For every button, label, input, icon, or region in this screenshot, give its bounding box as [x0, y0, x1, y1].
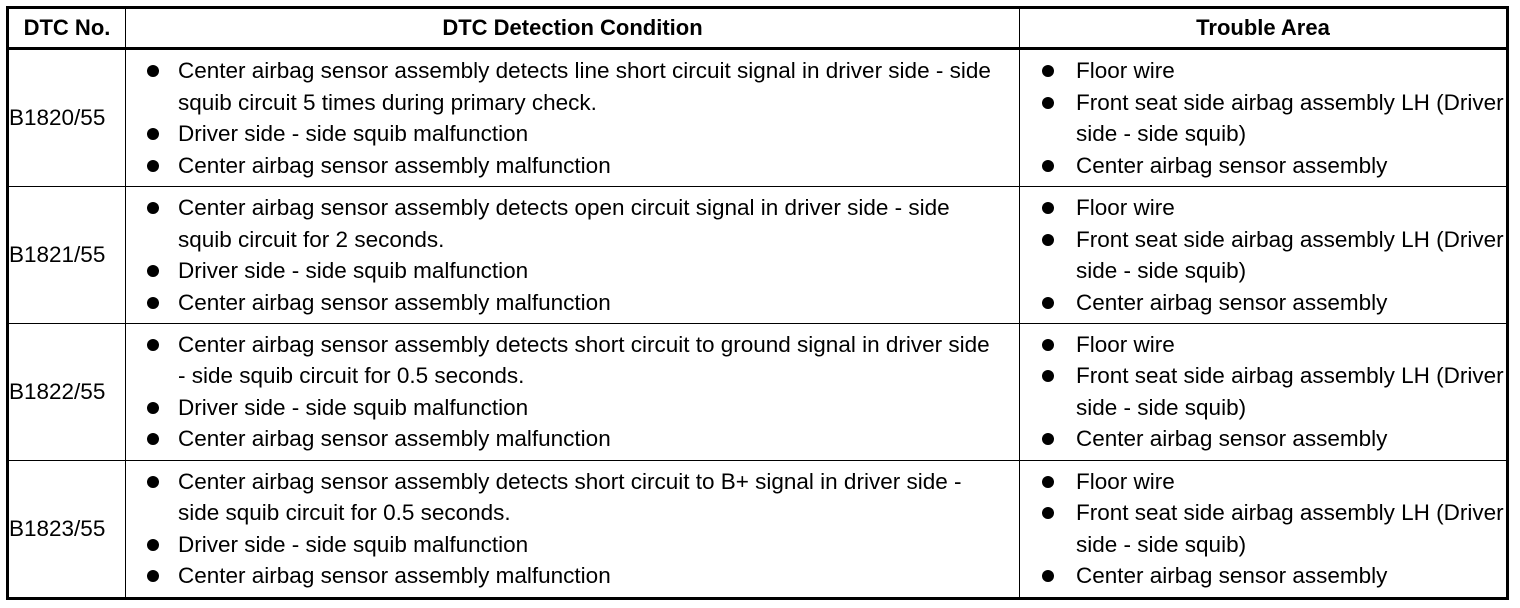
- list-item: [1020, 329, 1506, 361]
- trouble-area-text: Center airbag sensor assembly: [1076, 426, 1388, 452]
- bullet-icon: [1042, 339, 1054, 351]
- bullet-icon: [147, 476, 159, 488]
- trouble-area-text: Floor wire: [1076, 58, 1175, 84]
- dtc-table: [6, 6, 1509, 600]
- bullet-icon: [147, 265, 159, 277]
- bullet-icon: [147, 339, 159, 351]
- trouble-area-text: Front seat side airbag assembly LH (Driver side - side squib): [1076, 226, 1504, 283]
- trouble-area-cell: [1020, 187, 1508, 324]
- bullet-icon: [147, 570, 159, 582]
- bullet-icon: [1042, 202, 1054, 214]
- header-dtc-no: DTC No.: [8, 8, 126, 49]
- table-row: [8, 460, 1508, 598]
- bullet-icon: [1042, 297, 1054, 309]
- trouble-area-cell: [1020, 49, 1508, 187]
- bullet-icon: [147, 402, 159, 414]
- list-item: [1020, 560, 1506, 592]
- header-trouble-area: Trouble Area: [1020, 8, 1508, 49]
- table-body: [8, 49, 1508, 599]
- list-item: [126, 560, 1019, 592]
- bullet-icon: [1042, 433, 1054, 445]
- list-item: [1020, 497, 1506, 560]
- list-item: [1020, 466, 1506, 498]
- bullet-icon: [1042, 476, 1054, 488]
- bullet-icon: [1042, 570, 1054, 582]
- trouble-area-cell: [1020, 323, 1508, 460]
- table-row: [8, 49, 1508, 187]
- bullet-icon: [1042, 234, 1054, 246]
- list-item: [126, 392, 1019, 424]
- condition-text: Center airbag sensor assembly malfunction: [178, 563, 611, 589]
- detection-condition-cell: [126, 460, 1020, 598]
- bullet-icon: [147, 297, 159, 309]
- trouble-area-text: Front seat side airbag assembly LH (Driver side - side squib): [1076, 363, 1504, 420]
- table-row: [8, 187, 1508, 324]
- dtc-code: B1823/55: [8, 460, 126, 598]
- list-item: [1020, 150, 1506, 182]
- trouble-area-text: Floor wire: [1076, 468, 1175, 494]
- detection-condition-cell: [126, 49, 1020, 187]
- bullet-icon: [147, 433, 159, 445]
- condition-text: Center airbag sensor assembly detects line short circuit signal in driver side - side squib circuit 5 times during primary check.: [178, 58, 991, 115]
- bullet-icon: [147, 539, 159, 551]
- bullet-icon: [1042, 370, 1054, 382]
- list-item: [126, 329, 1019, 392]
- list-item: [1020, 87, 1506, 150]
- trouble-area-text: Floor wire: [1076, 195, 1175, 220]
- list-item: [1020, 55, 1506, 87]
- bullet-icon: [147, 160, 159, 172]
- condition-text: Driver side - side squib malfunction: [178, 394, 529, 420]
- header-row: [8, 8, 1508, 49]
- trouble-area-text: Front seat side airbag assembly LH (Driver side - side squib): [1076, 89, 1504, 147]
- condition-text: Center airbag sensor assembly malfunction: [178, 289, 611, 315]
- condition-text: Driver side - side squib malfunction: [178, 121, 529, 147]
- bullet-icon: [1042, 65, 1054, 77]
- header-detection-condition: DTC Detection Condition: [126, 8, 1020, 49]
- trouble-area-text: Center airbag sensor assembly: [1076, 152, 1388, 178]
- bullet-icon: [147, 128, 159, 140]
- list-item: [126, 150, 1019, 182]
- list-item: [126, 118, 1019, 150]
- trouble-area-text: Center airbag sensor assembly: [1076, 289, 1388, 315]
- list-item: [126, 529, 1019, 561]
- bullet-icon: [1042, 160, 1054, 172]
- condition-text: Center airbag sensor assembly detects open circuit signal in driver side - side squib circuit for 2 seconds.: [178, 195, 950, 252]
- condition-text: Center airbag sensor assembly detects short circuit to ground signal in driver side - side squib circuit for 0.5 seconds.: [178, 331, 990, 389]
- list-item: [1020, 360, 1506, 423]
- condition-text: Center airbag sensor assembly detects short circuit to B+ signal in driver side - side squib circuit for 0.5 seconds.: [178, 468, 962, 526]
- list-item: [1020, 287, 1506, 319]
- condition-text: Center airbag sensor assembly malfunction: [178, 152, 611, 178]
- list-item: [126, 255, 1019, 287]
- list-item: [126, 192, 1019, 255]
- trouble-area-text: Center airbag sensor assembly: [1076, 563, 1388, 589]
- condition-text: Driver side - side squib malfunction: [178, 258, 529, 283]
- trouble-area-text: Floor wire: [1076, 331, 1175, 357]
- trouble-area-cell: [1020, 460, 1508, 598]
- bullet-icon: [147, 65, 159, 77]
- dtc-code: B1822/55: [8, 323, 126, 460]
- detection-condition-cell: [126, 187, 1020, 324]
- list-item: [126, 423, 1019, 455]
- bullet-icon: [1042, 97, 1054, 109]
- list-item: [126, 466, 1019, 529]
- trouble-area-text: Front seat side airbag assembly LH (Driver side - side squib): [1076, 500, 1504, 557]
- table-row: [8, 323, 1508, 460]
- list-item: [126, 55, 1019, 118]
- list-item: [1020, 224, 1506, 287]
- list-item: [126, 287, 1019, 319]
- list-item: [1020, 192, 1506, 224]
- bullet-icon: [1042, 507, 1054, 519]
- condition-text: Center airbag sensor assembly malfunction: [178, 426, 611, 452]
- dtc-code: B1820/55: [8, 49, 126, 187]
- condition-text: Driver side - side squib malfunction: [178, 531, 529, 557]
- detection-condition-cell: [126, 323, 1020, 460]
- dtc-code: B1821/55: [8, 187, 126, 324]
- bullet-icon: [147, 202, 159, 214]
- list-item: [1020, 423, 1506, 455]
